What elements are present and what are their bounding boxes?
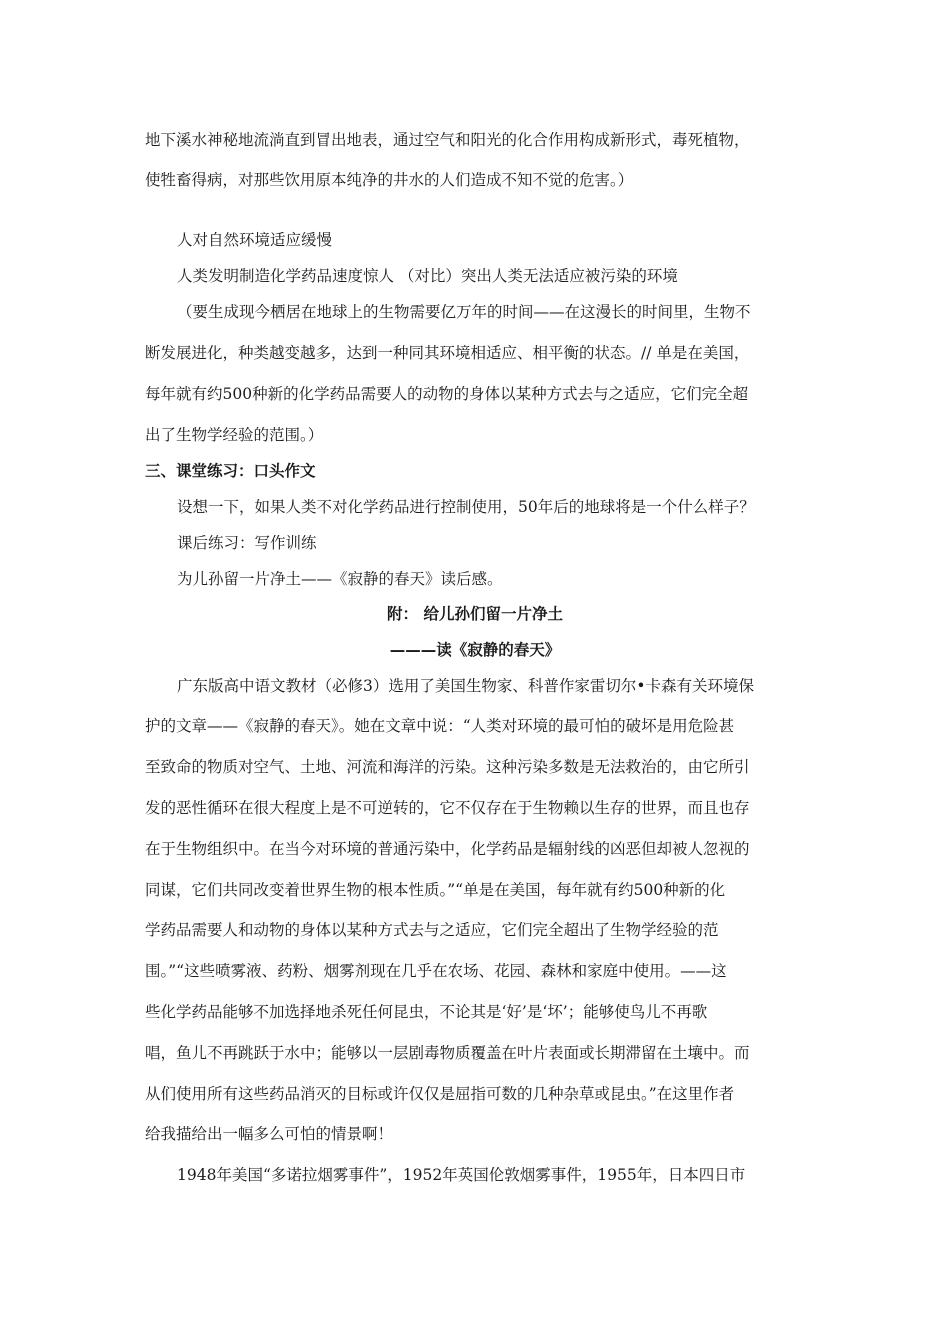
adaptation-note-line-4: 出了生物学经验的范围。） (145, 426, 324, 444)
appendix-para2-line-1: 1948年美国“多诺拉烟雾事件”，1952年英国伦敦烟雾事件，1955年，日本四日市 (177, 1166, 746, 1184)
appendix-para1-line-3: 至致命的物质对空气、土地、河流和海洋的污染。这种污染多数是无法救治的，由它所引 (145, 758, 750, 776)
adaptation-note-line-1: （要生成现今栖居在地球上的生物需要亿万年的时间——在这漫长的时间里，生物不 (177, 303, 751, 321)
appendix-para1-line-7: 学药品需要人和动物的身体以某种方式去与之适应，它们完全超出了生物学经验的范 (145, 921, 719, 939)
adaptation-note-line-2: 断发展进化，种类越变越多，达到一种同其环境相适应、相平衡的状态。// 单是在美国， (145, 344, 750, 362)
appendix-para1-line-12: 给我描给出一幅多么可怕的情景啊！ (145, 1125, 394, 1143)
adaptation-heading: 人对自然环境适应缓慢 (177, 231, 333, 249)
appendix-para1-line-4: 发的恶性循环在很大程度上是不可逆转的，它不仅存在于生物赖以生存的世界，而且也存 (145, 799, 750, 817)
appendix-para1-line-8: 围。”“这些喷雾液、药粉、烟雾剂现在几乎在农场、花园、森林和家庭中使用。——这 (145, 962, 727, 980)
appendix-para1-line-6: 同谋，它们共同改变着世界生物的根本性质。”“单是在美国，每年就有约500种新的化 (145, 881, 726, 899)
appendix-para1-line-9: 些化学药品能够不加选择地杀死任何昆虫，不论其是‘好’是‘坏’；能够使鸟儿不再歌 (145, 1003, 708, 1021)
appendix-subtitle: ———读《寂静的春天》 (389, 641, 561, 659)
intro-line-1: 地下溪水神秘地流淌直到冒出地表，通过空气和阳光的化合作用构成新形式，毒死植物， (145, 131, 750, 149)
appendix-para1-line-1: 广东版高中语文教材（必修3）选用了美国生物家、科普作家雷切尔•卡森有关环境保 (177, 677, 755, 695)
adaptation-note-line-3: 每年就有约500种新的化学药品需要人的动物的身体以某种方式去与之适应，它们完全超 (145, 385, 749, 403)
adaptation-contrast: 人类发明制造化学药品速度惊人 （对比）突出人类无法适应被污染的环境 (177, 267, 678, 285)
section3-homework: 课后练习：写作训练 (177, 534, 317, 552)
section3-topic: 为儿孙留一片净土——《寂静的春天》读后感。 (177, 570, 503, 588)
appendix-para1-line-5: 在于生物组织中。在当今对环境的普通污染中，化学药品是辐射线的凶恶但却被人忽视的 (145, 840, 750, 858)
section3-question: 设想一下，如果人类不对化学药品进行控制使用，50年后的地球将是一个什么样子？ (177, 498, 755, 516)
appendix-para1-line-10: 唱，鱼儿不再跳跃于水中；能够以一层剧毒物质覆盖在叶片表面或长期滞留在土壤中。而 (145, 1044, 750, 1062)
appendix-title: 附： 给儿孙们留一片净土 (387, 605, 563, 623)
appendix-para1-line-2: 护的文章——《寂静的春天》。她在文章中说：“人类对环境的最可怕的破坏是用危险甚 (145, 717, 735, 735)
intro-line-2: 使牲畜得病，对那些饮用原本纯净的井水的人们造成不知不觉的危害。） (145, 171, 634, 189)
appendix-para1-line-11: 从们使用所有这些药品消灭的目标或许仅仅是屈指可数的几种杂草或昆虫。”在这里作者 (145, 1085, 735, 1103)
section3-heading: 三、课堂练习：口头作文 (145, 462, 316, 480)
